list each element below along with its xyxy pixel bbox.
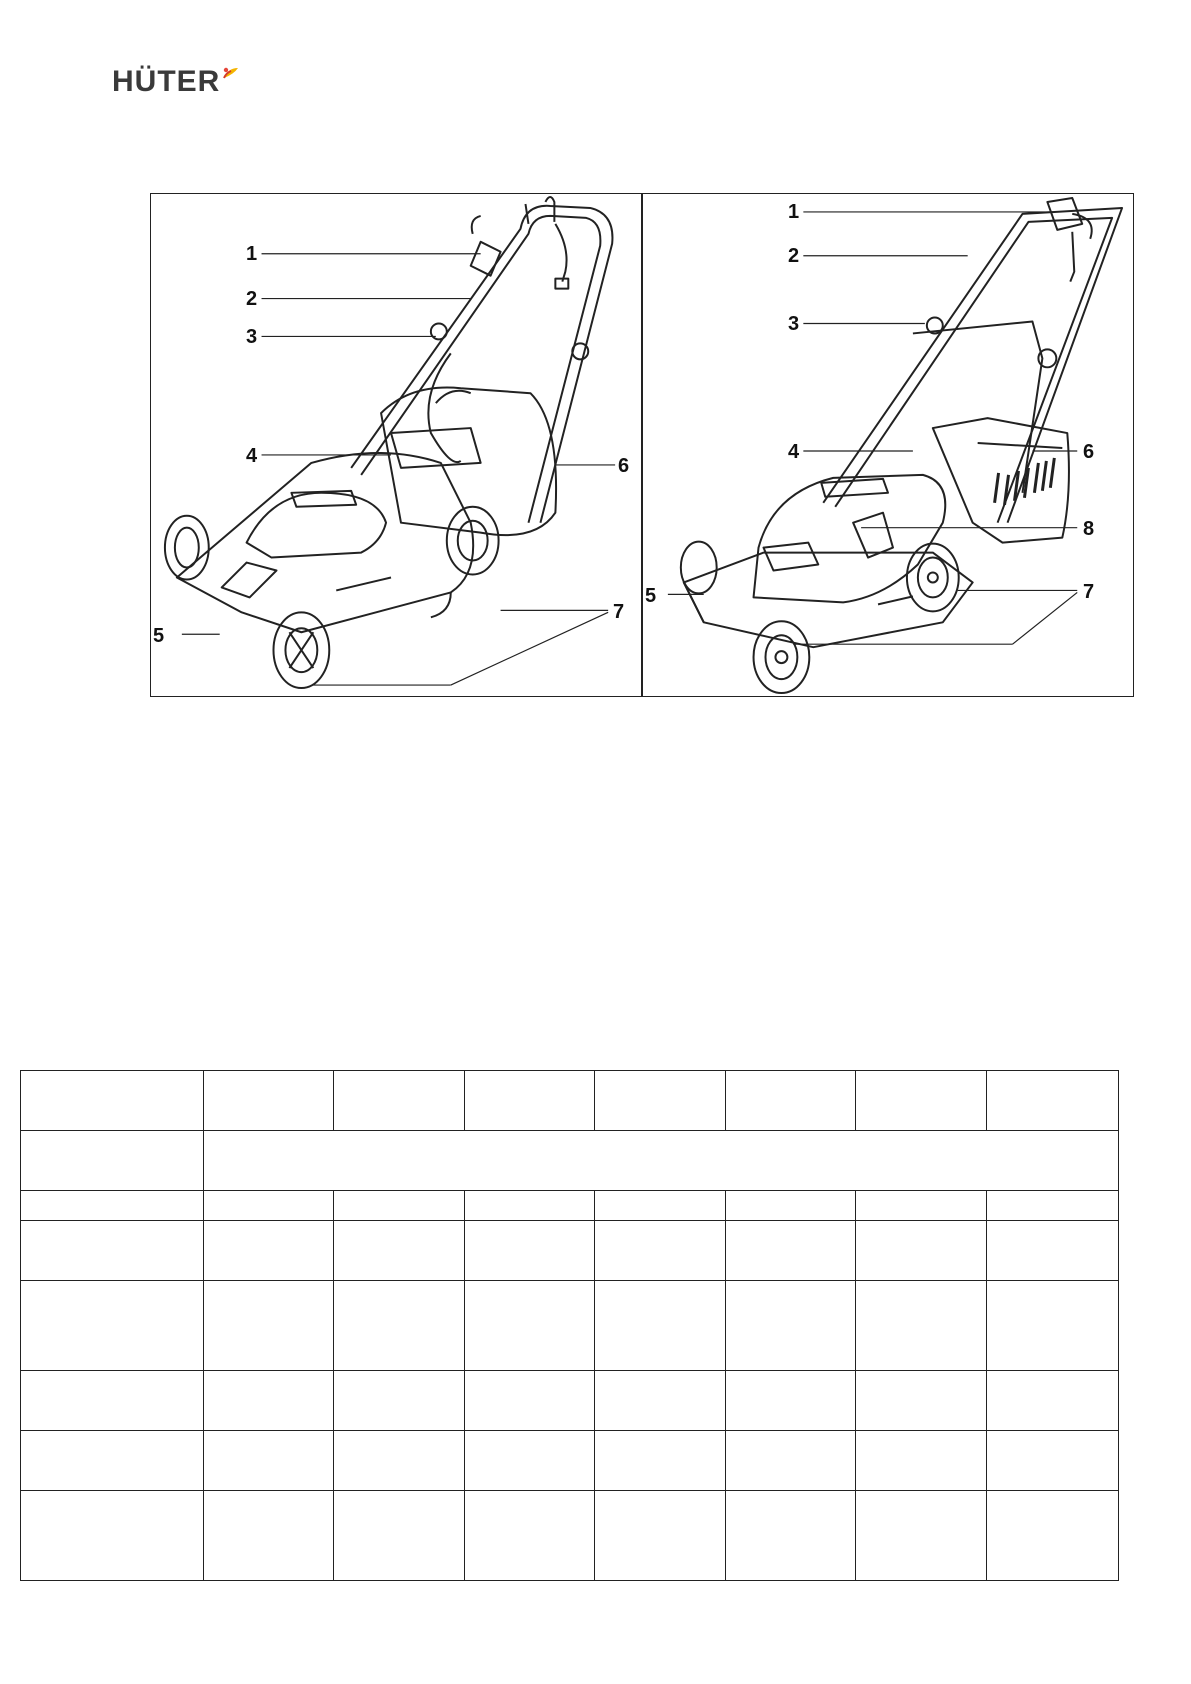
table-cell — [726, 1491, 856, 1581]
table-cell — [856, 1431, 987, 1491]
table-cell — [595, 1431, 726, 1491]
callout-7: 7 — [613, 601, 625, 623]
table-row — [21, 1131, 1119, 1191]
callout-5: 5 — [645, 585, 657, 607]
mower-diagram-right — [643, 194, 1133, 696]
table-cell — [465, 1191, 595, 1221]
table-cell — [21, 1071, 204, 1131]
callout-1: 1 — [788, 201, 800, 223]
callout-4: 4 — [788, 441, 800, 463]
table-cell — [856, 1221, 987, 1281]
mower-diagram-figure — [150, 193, 1134, 697]
specifications-table — [20, 1070, 1119, 1581]
callout-4: 4 — [246, 445, 258, 467]
table-cell — [987, 1221, 1119, 1281]
table-cell — [465, 1431, 595, 1491]
table-cell — [856, 1281, 987, 1371]
table-cell — [856, 1191, 987, 1221]
callout-6: 6 — [1083, 441, 1095, 463]
table-cell — [595, 1491, 726, 1581]
mower-drawing-right — [643, 194, 1133, 696]
table-cell — [21, 1281, 204, 1371]
callout-2: 2 — [246, 288, 258, 310]
table-cell — [204, 1491, 334, 1581]
table-cell — [204, 1281, 334, 1371]
table-cell — [595, 1191, 726, 1221]
table-cell — [334, 1281, 465, 1371]
table-cell — [204, 1221, 334, 1281]
table-row — [21, 1071, 1119, 1131]
callout-8: 8 — [1083, 518, 1095, 540]
table-row — [21, 1431, 1119, 1491]
table-cell — [334, 1071, 465, 1131]
table-cell — [21, 1371, 204, 1431]
table-cell — [987, 1071, 1119, 1131]
table-cell — [21, 1431, 204, 1491]
table-cell — [334, 1191, 465, 1221]
table-row — [21, 1281, 1119, 1371]
mower-drawing-left — [151, 194, 641, 696]
callout-2: 2 — [788, 245, 800, 267]
table-cell — [987, 1431, 1119, 1491]
table-cell — [334, 1221, 465, 1281]
table-cell — [987, 1371, 1119, 1431]
table-cell — [595, 1371, 726, 1431]
table-cell — [987, 1191, 1119, 1221]
table-cell — [465, 1281, 595, 1371]
brand-name: HÜTER — [112, 65, 221, 98]
table-cell — [204, 1371, 334, 1431]
table-row — [21, 1491, 1119, 1581]
table-row — [21, 1191, 1119, 1221]
table-cell — [465, 1491, 595, 1581]
table-cell — [987, 1281, 1119, 1371]
table-cell — [204, 1071, 334, 1131]
table-cell — [856, 1491, 987, 1581]
callout-6: 6 — [618, 455, 630, 477]
table-cell — [21, 1491, 204, 1581]
table-cell — [726, 1071, 856, 1131]
table-cell — [595, 1281, 726, 1371]
table-cell — [465, 1071, 595, 1131]
table-cell — [726, 1281, 856, 1371]
callout-3: 3 — [788, 313, 800, 335]
table-cell — [465, 1371, 595, 1431]
table-cell — [21, 1131, 204, 1191]
table-cell — [856, 1071, 987, 1131]
table-cell — [595, 1221, 726, 1281]
callout-7: 7 — [1083, 581, 1095, 603]
callout-5: 5 — [153, 625, 165, 647]
sun-leaf-icon — [220, 64, 240, 84]
table-cell — [465, 1221, 595, 1281]
table-cell — [21, 1191, 204, 1221]
brand-logo — [112, 62, 242, 102]
table-cell-merged — [204, 1131, 1119, 1191]
table-cell — [856, 1371, 987, 1431]
table-cell — [726, 1431, 856, 1491]
table-cell — [334, 1491, 465, 1581]
table-cell — [204, 1191, 334, 1221]
table-row — [21, 1221, 1119, 1281]
table-cell — [334, 1431, 465, 1491]
table-cell — [987, 1491, 1119, 1581]
mower-diagram-left — [151, 194, 641, 696]
table-row — [21, 1371, 1119, 1431]
table-cell — [204, 1431, 334, 1491]
table-cell — [595, 1071, 726, 1131]
table-cell — [21, 1221, 204, 1281]
table-cell — [334, 1371, 465, 1431]
table-cell — [726, 1221, 856, 1281]
table-cell — [726, 1191, 856, 1221]
table-cell — [726, 1371, 856, 1431]
callout-3: 3 — [246, 326, 258, 348]
callout-1: 1 — [246, 243, 258, 265]
